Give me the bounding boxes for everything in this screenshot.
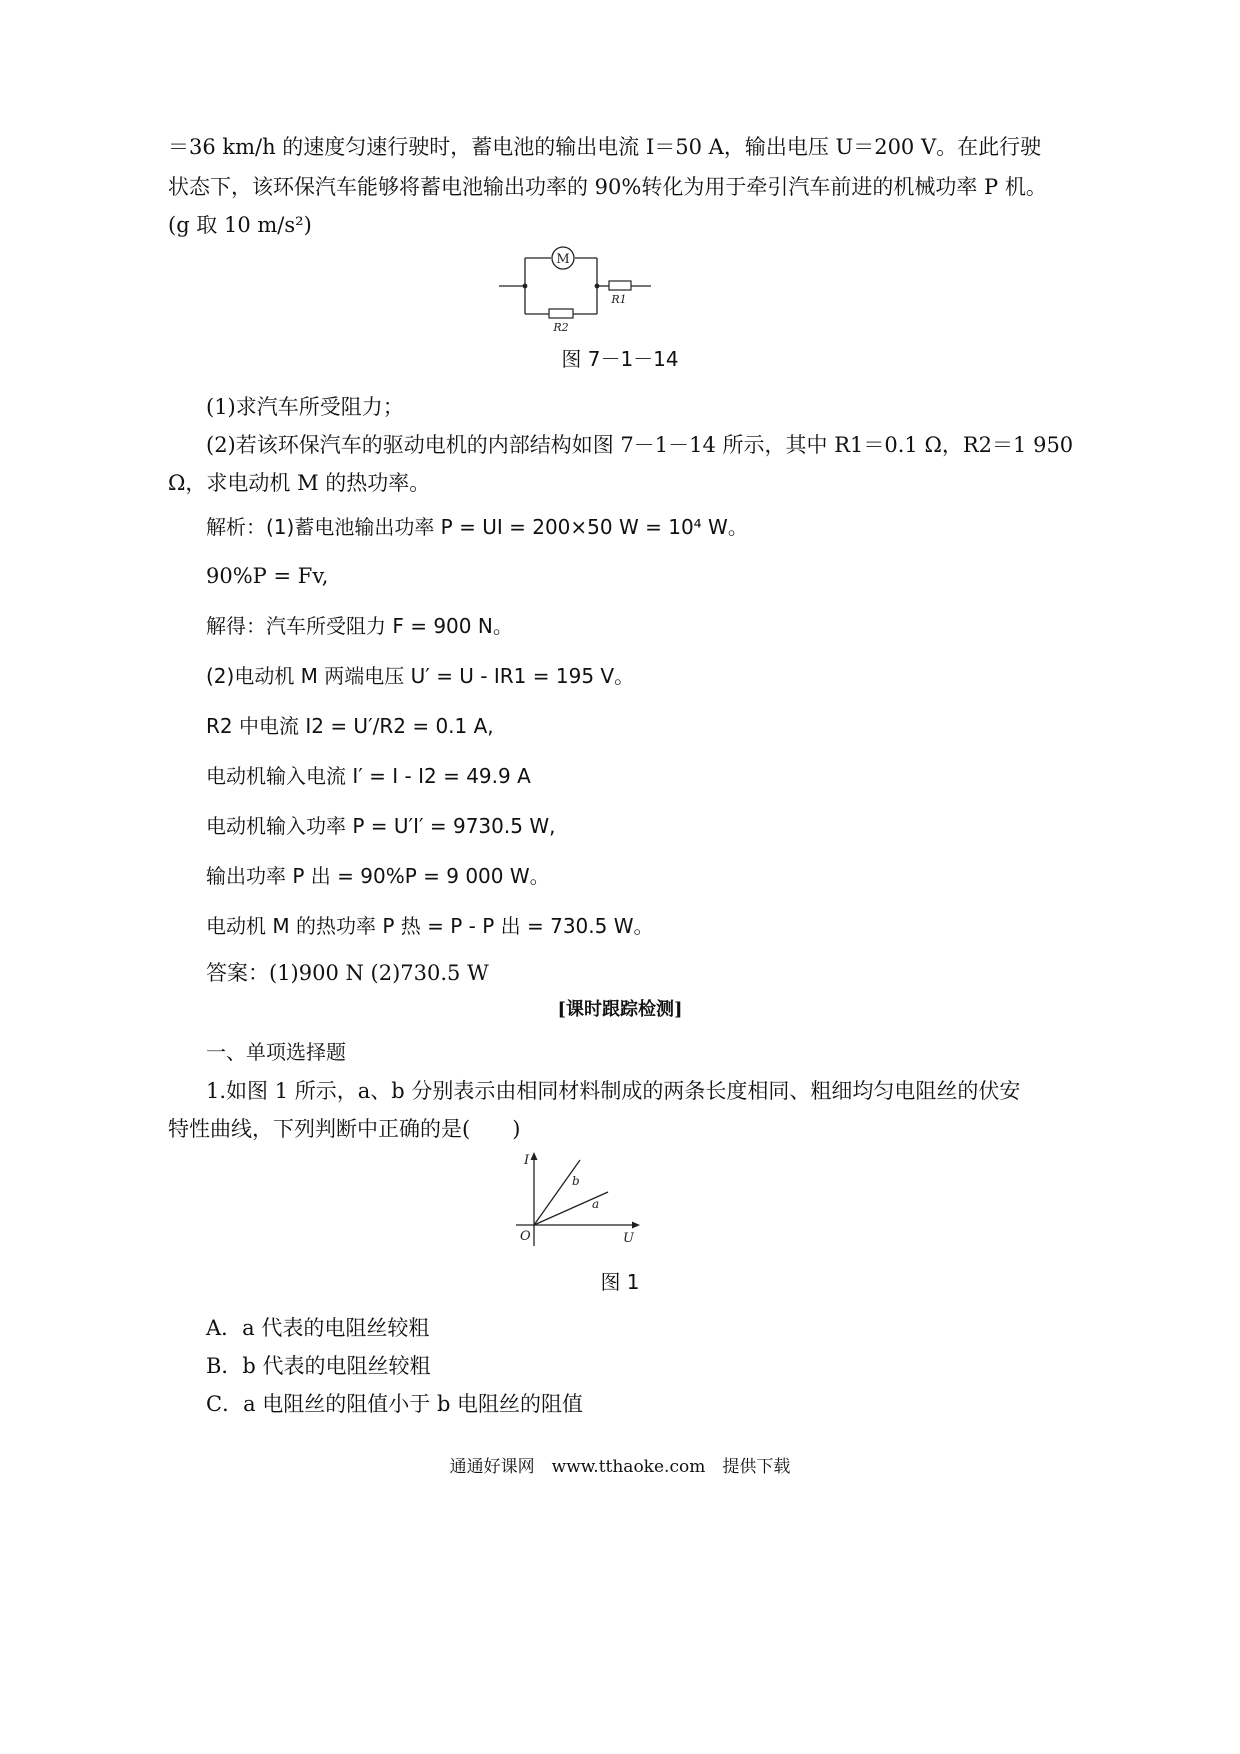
question-part-2-cont: Ω，求电动机 M 的热功率。 [168, 471, 431, 495]
iu-caption: 图 1 [600, 1270, 640, 1294]
question-part-2: (2)若该环保汽车的驱动电机的内部结构如图 7－1－14 所示，其中 R1＝0.1 Ω，R2＝1 950 [206, 433, 1074, 457]
circuit-diagram [495, 240, 655, 335]
motor-label: M [556, 252, 570, 267]
solution-line-2: 90%P = Fv, [206, 564, 329, 588]
line-b-label: b [572, 1174, 580, 1188]
section-tag: [课时跟踪检测] [557, 999, 683, 1020]
origin-label: O [520, 1229, 531, 1244]
resistor-r1 [609, 281, 631, 290]
y-axis-label: I [524, 1153, 530, 1168]
option-b: B．b 代表的电阻丝较粗 [206, 1354, 431, 1378]
resistor-r2 [549, 309, 573, 318]
question1-line-1: 1.如图 1 所示，a、b 分别表示由相同材料制成的两条长度相同、粗细均匀电阻丝的伏安 [206, 1079, 1021, 1103]
problem-line-1: ＝36 km/h 的速度匀速行驶时，蓄电池的输出电流 I＝50 A，输出电压 U＝200 V。在此行驶 [168, 135, 1042, 159]
solution-line-4: (2)电动机 M 两端电压 U′ = U - IR1 = 195 V。 [206, 664, 635, 688]
question1-line-2: 特性曲线，下列判断中正确的是( ) [168, 1117, 521, 1141]
x-axis-label: U [623, 1231, 634, 1246]
line-a-label: a [592, 1197, 600, 1211]
solution-line-8: 输出功率 P 出 = 90%P = 9 000 W。 [206, 864, 550, 888]
circuit-caption: 图 7－1－14 [561, 347, 679, 371]
solution-line-3: 解得：汽车所受阻力 F = 900 N。 [206, 614, 513, 638]
page-footer: 通通好课网 www.tthaoke.com 提供下载 [449, 1457, 791, 1477]
r1-label: R1 [611, 293, 627, 306]
problem-line-3: (g 取 10 m/s²) [168, 213, 312, 237]
solution-line-1: 解析：(1)蓄电池输出功率 P = UI = 200×50 W = 10⁴ W。 [206, 515, 748, 539]
question-part-1: (1)求汽车所受阻力； [206, 395, 404, 419]
iu-graph [508, 1150, 648, 1250]
option-a: A．a 代表的电阻丝较粗 [206, 1316, 430, 1340]
problem-line-2: 状态下，该环保汽车能够将蓄电池输出功率的 90%转化为用于牵引汽车前进的机械功率 P 机。 [168, 175, 1047, 199]
solution-line-9: 电动机 M 的热功率 P 热 = P - P 出 = 730.5 W。 [206, 914, 654, 938]
option-c: C．a 电阻丝的阻值小于 b 电阻丝的阻值 [206, 1392, 584, 1416]
section-heading: 一、单项选择题 [206, 1040, 346, 1064]
solution-line-5: R2 中电流 I2 = U′/R2 = 0.1 A, [206, 714, 494, 738]
r2-label: R2 [553, 321, 569, 334]
answer-line: 答案：(1)900 N (2)730.5 W [206, 961, 489, 985]
solution-line-6: 电动机输入电流 I′ = I - I2 = 49.9 A [206, 764, 531, 788]
solution-line-7: 电动机输入功率 P = U′I′ = 9730.5 W, [206, 814, 556, 838]
